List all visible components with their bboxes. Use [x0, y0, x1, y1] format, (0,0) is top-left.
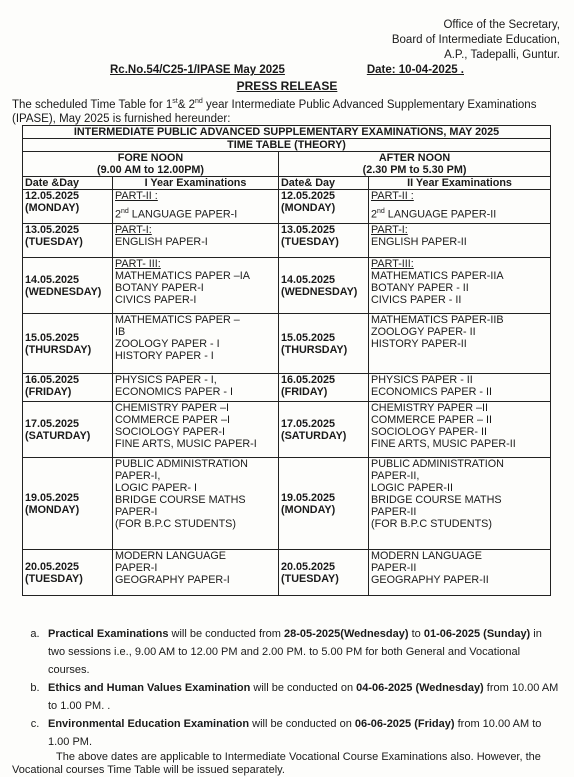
first-year-subjects [113, 224, 279, 258]
col-year1: I Year Examinations [113, 177, 279, 190]
subject-line: LOGIC PAPER-II [371, 482, 453, 494]
subject-line: SOCIOLOGY PAPER-I [115, 426, 225, 438]
subject-line: COMMERCE PAPER –I [115, 414, 230, 426]
first-year-subjects [113, 314, 279, 374]
subject-line: GEOGRAPHY PAPER-II [371, 574, 489, 586]
date-day-forenoon [23, 190, 113, 224]
second-year-subjects [369, 458, 551, 550]
date-text: 20.05.2025 [281, 560, 336, 573]
date-text: 20.05.2025 [25, 560, 80, 573]
date-day-afternoon [279, 224, 369, 258]
note-text: will be conducted from [168, 628, 285, 640]
date-text: 12.05.2025 [281, 190, 336, 202]
closing-paragraph: The above dates are applicable to Intermediate Vocational Course Examinations also. However, the Vocational courses Time Table will be issued separately. [12, 751, 541, 776]
date-text: 16.05.2025 [25, 374, 80, 386]
date-text: 14.05.2025 [25, 273, 80, 286]
subject-line: PAPER-I [115, 562, 158, 574]
note-bold: Environmental Education Examination [48, 718, 250, 730]
subject-line: PART- III: [115, 258, 161, 270]
subject-line: MATHEMATICS PAPER – [115, 314, 240, 326]
day-text: (WEDNESDAY) [281, 285, 358, 298]
subject-line: ENGLISH PAPER-I [115, 236, 208, 248]
table-row [23, 314, 551, 374]
subject-line: (FOR B.P.C STUDENTS) [371, 518, 492, 530]
day-text: (TUESDAY) [25, 572, 83, 585]
subject-line: FINE ARTS, MUSIC PAPER-I [115, 438, 257, 450]
afternoon-header [279, 152, 551, 177]
note-text2: from 10.00 AM to 1.00 PM. [48, 718, 542, 748]
table-row [23, 550, 551, 596]
subject-line: BOTANY PAPER-I [115, 282, 204, 294]
day-text: (MONDAY) [281, 503, 336, 516]
subject-line: CIVICS PAPER - II [371, 294, 462, 306]
forenoon-time: (9.00 AM to 12.00PM) [97, 164, 204, 176]
date-text: 16.05.2025 [281, 374, 336, 386]
press-release-heading: PRESS RELEASE [236, 79, 338, 93]
day-text: (TUESDAY) [281, 236, 339, 248]
notes-list [22, 625, 562, 751]
subject-line: PUBLIC ADMINISTRATION [115, 458, 248, 470]
reference-number: Rc.No.54/C25-1/IPASE May 2025 [110, 64, 285, 76]
note-bold: Ethics and Human Values Examination [48, 682, 251, 694]
day-text: (THURSDAY) [281, 343, 348, 356]
subject-line: PAPER-I [115, 506, 158, 518]
subject-line: MATHEMATICS PAPER –IA [115, 270, 250, 282]
forenoon-header [23, 152, 279, 177]
table-title: INTERMEDIATE PUBLIC ADVANCED SUPPLEMENTARY EXAMINATIONS, MAY 2025 [23, 126, 551, 139]
office-line-2: Board of Intermediate Education, [391, 34, 560, 46]
subject-line: PART-II : [371, 190, 414, 202]
subject-line: BOTANY PAPER - II [371, 282, 469, 294]
note-label: a. [30, 628, 40, 640]
note-label: b. [30, 682, 40, 694]
subject-line: PAPER-II [371, 562, 417, 574]
note-text3: in two sessions i.e., 9.00 AM to 12.00 PM and 2.00 PM. to 5.00 PM for both General and Vocational courses. [48, 628, 542, 676]
note-text: will be conducted on [249, 718, 355, 730]
table-row [23, 258, 551, 314]
day-text: (TUESDAY) [281, 572, 339, 585]
date-text: 19.05.2025 [281, 491, 336, 504]
col-date-left: Date &Day [23, 177, 113, 190]
subject-line: COMMERCE PAPER – II [371, 414, 492, 426]
note-text2: from 10.00 AM to 1.00 PM. . [48, 682, 559, 712]
date-day-afternoon [279, 374, 369, 402]
release-date: Date: 10-04-2025 . [366, 64, 464, 76]
date-text: 13.05.2025 [281, 224, 336, 236]
subject-line: PHYSICS PAPER - I, [115, 374, 217, 386]
note-text [48, 679, 562, 715]
date-day-afternoon [279, 190, 369, 224]
subject-line: CHEMISTRY PAPER –II [371, 402, 488, 414]
date-text: 13.05.2025 [25, 224, 80, 236]
subject-line: 2nd LANGUAGE PAPER-II [371, 208, 497, 221]
date-day-afternoon [279, 314, 369, 374]
date-day-afternoon [279, 550, 369, 596]
subject-line: MATHEMATICS PAPER-IIA [371, 270, 504, 282]
time-table [22, 125, 551, 596]
subject-line: 2nd LANGUAGE PAPER-I [115, 208, 238, 221]
table-row [23, 458, 551, 550]
note-text2: to [408, 628, 424, 640]
second-year-subjects [369, 374, 551, 402]
office-address [392, 18, 560, 63]
note-item [22, 625, 562, 679]
day-text: (TUESDAY) [25, 236, 83, 248]
first-year-subjects [113, 402, 279, 458]
date-text: 15.05.2025 [25, 331, 80, 344]
col-year2: II Year Examinations [369, 177, 551, 190]
date-day-forenoon [23, 258, 113, 314]
subject-line: ZOOLOGY PAPER - I [115, 338, 220, 350]
intro-paragraph: The scheduled Time Table for 1st& 2nd year Intermediate Public Advanced Supplementary Examinations (IPASE), May 2025 is furnished hereunder: [12, 98, 537, 125]
subject-line: HISTORY PAPER-II [371, 338, 467, 350]
office-line-1: Office of the Secretary, [443, 19, 560, 31]
subject-line: ZOOLOGY PAPER- II [371, 326, 476, 338]
date-day-forenoon [23, 458, 113, 550]
subject-line: PAPER-II, [371, 470, 420, 482]
note-text [48, 625, 562, 679]
table-subtitle: TIME TABLE (THEORY) [23, 139, 551, 152]
day-text: (MONDAY) [25, 503, 80, 516]
subject-line: PART-II : [115, 190, 158, 202]
day-text: (SATURDAY) [281, 429, 347, 442]
subject-line: CIVICS PAPER-I [115, 294, 197, 306]
date-day-forenoon [23, 550, 113, 596]
date-day-forenoon [23, 224, 113, 258]
subject-line: ECONOMICS PAPER - II [371, 386, 492, 398]
date-day-afternoon [279, 258, 369, 314]
note-text: will be conducted on [250, 682, 357, 694]
office-line-3: A.P., Tadepalli, Guntur. [444, 49, 560, 61]
subject-line: IB [115, 326, 126, 338]
afternoon-label: AFTER NOON [378, 152, 451, 164]
table-row [23, 402, 551, 458]
day-text: (WEDNESDAY) [25, 285, 102, 298]
col-date-right: Date& Day [279, 177, 369, 190]
date-text: 14.05.2025 [281, 273, 336, 286]
subject-line: PAPER-I, [115, 470, 161, 482]
date-text: 19.05.2025 [25, 491, 80, 504]
first-year-subjects [113, 190, 279, 224]
note-bold2: 04-06-2025 (Wednesday) [356, 682, 484, 694]
subject-line: BRIDGE COURSE MATHS [371, 494, 502, 506]
day-text: (MONDAY) [281, 202, 336, 214]
subject-line: (FOR B.P.C STUDENTS) [115, 518, 236, 530]
note-bold2: 28-05-2025(Wednesday) [284, 628, 409, 640]
first-year-subjects [113, 374, 279, 402]
subject-line: MODERN LANGUAGE [371, 550, 482, 562]
note-bold: Practical Examinations [48, 628, 169, 640]
subject-line: SOCIOLOGY PAPER- II [371, 426, 487, 438]
subject-line: MATHEMATICS PAPER-IIB [371, 314, 504, 326]
note-label: c. [30, 718, 40, 730]
second-year-subjects [369, 190, 551, 224]
date-day-afternoon [279, 458, 369, 550]
note-bold2: 06-06-2025 (Friday) [354, 718, 455, 730]
date-text: 17.05.2025 [25, 417, 80, 430]
subject-line: PHYSICS PAPER - II [371, 374, 473, 386]
subject-line: PART-I: [371, 224, 408, 236]
day-text: (THURSDAY) [25, 343, 92, 356]
subject-line: GEOGRAPHY PAPER-I [115, 574, 230, 586]
subject-line: MODERN LANGUAGE [115, 550, 226, 562]
date-day-afternoon [279, 402, 369, 458]
subject-line: PART-III: [371, 258, 414, 270]
table-row [23, 224, 551, 258]
table-row [23, 374, 551, 402]
second-year-subjects [369, 402, 551, 458]
subject-line: PART-I: [115, 224, 152, 236]
date-text: 15.05.2025 [281, 331, 336, 344]
date-text: 12.05.2025 [25, 190, 80, 202]
first-year-subjects [113, 458, 279, 550]
subject-line: HISTORY PAPER - I [115, 350, 214, 362]
second-year-subjects [369, 258, 551, 314]
note-item [22, 715, 562, 751]
date-text: 17.05.2025 [281, 417, 336, 430]
day-text: (MONDAY) [25, 202, 80, 214]
note-bold3: 01-06-2025 (Sunday) [423, 628, 531, 640]
afternoon-time: (2.30 PM to 5.30 PM) [362, 164, 467, 176]
day-text: (FRIDAY) [281, 386, 328, 398]
subject-line: CHEMISTRY PAPER –I [115, 402, 229, 414]
subject-line: LOGIC PAPER- I [115, 482, 197, 494]
second-year-subjects [369, 224, 551, 258]
subject-line: FINE ARTS, MUSIC PAPER-II [371, 438, 516, 450]
date-day-forenoon [23, 402, 113, 458]
first-year-subjects [113, 258, 279, 314]
date-day-forenoon [23, 314, 113, 374]
note-text [48, 715, 562, 751]
first-year-subjects [113, 550, 279, 596]
day-text: (FRIDAY) [25, 386, 72, 398]
second-year-subjects [369, 550, 551, 596]
date-day-forenoon [23, 374, 113, 402]
subject-line: PUBLIC ADMINISTRATION [371, 458, 504, 470]
forenoon-label: FORE NOON [117, 152, 184, 164]
note-item [22, 679, 562, 715]
subject-line: BRIDGE COURSE MATHS [115, 494, 246, 506]
subject-line: ENGLISH PAPER-II [371, 236, 467, 248]
subject-line: ECONOMICS PAPER - I [115, 386, 233, 398]
subject-line: PAPER-II [371, 506, 417, 518]
second-year-subjects [369, 314, 551, 374]
day-text: (SATURDAY) [25, 429, 91, 442]
table-row [23, 190, 551, 224]
